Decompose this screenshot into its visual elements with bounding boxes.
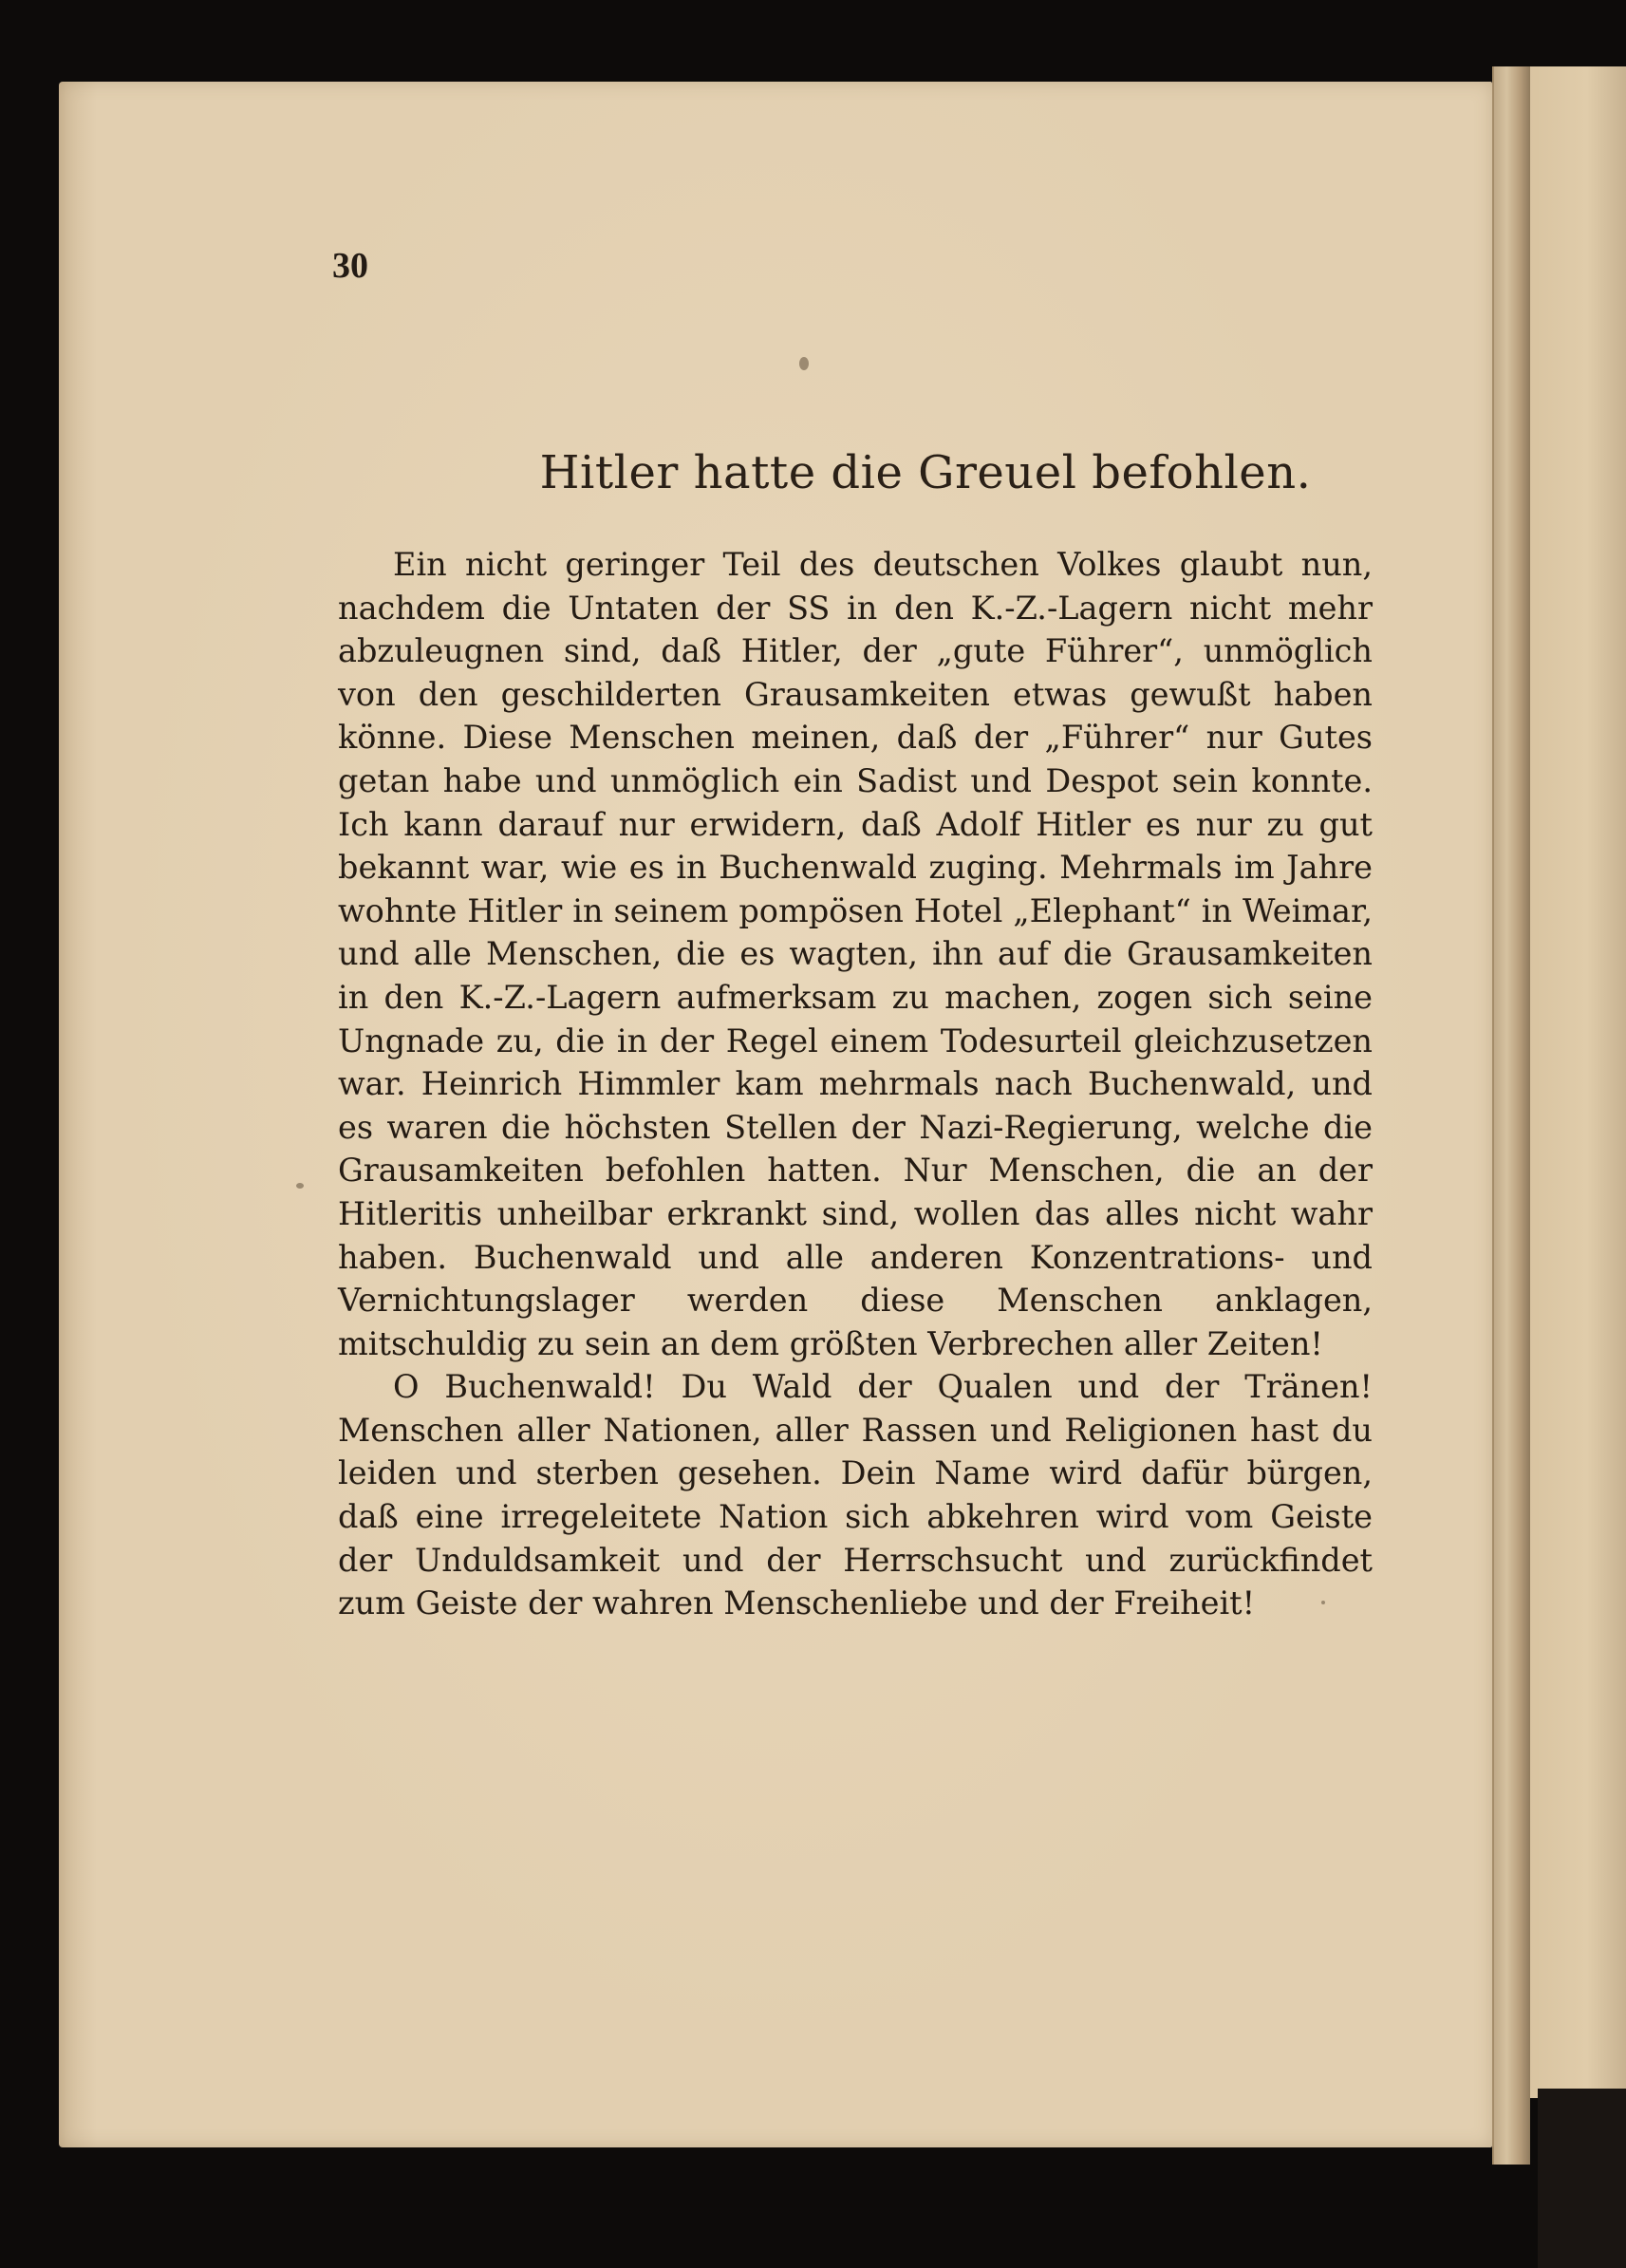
next-page-edge (1528, 66, 1626, 2098)
paper-speck (799, 357, 809, 370)
paragraph: Ein nicht geringer Teil des deutschen Volkes glaubt nun, nachdem die Untaten der SS in den K.-Z.-Lagern nicht mehr abzuleugnen sind, daß Hitler, der „gute Führer“, unmöglich von den geschilderten Grausamkeiten etwas gewußt haben könne. Diese Menschen meinen, daß der „Führer“ nur Gutes getan habe und unmöglich ein Sadist und Despot sein konnte. Ich kann darauf nur erwidern, daß Adolf Hitler es nur zu gut bekannt war, wie es in Buchenwald zuging. Mehrmals im Jahre wohnte Hitler in seinem pompösen Hotel „Elephant“ in Weimar, und alle Menschen, die es wagten, ihn auf die Grausamkeiten in den K.-Z.-Lagern aufmerksam zu machen, zogen sich seine Ungnade zu, die in der Regel einem Todesurteil gleichzusetzen war. Heinrich Himmler kam mehrmals nach Buchenwald, und es waren die höchsten Stellen der Nazi-Regierung, welche die Grausamkeiten befohlen hatten. Nur Menschen, die an der Hitleritis unheilbar erkrankt sind, wollen das alles nicht wahr haben. Buchenwald und alle anderen Konzentrations- und Vernichtungslager werden diese Menschen anklagen, mitschuldig zu sein an dem größten Verbrechen aller Zeiten! (338, 546, 1373, 1362)
binding-shadow (1538, 2089, 1626, 2268)
paper-speck (296, 1183, 304, 1189)
page-number: 30 (332, 246, 368, 286)
paragraph: O Buchenwald! Du Wald der Qualen und der Tränen! Menschen aller Nationen, aller Rassen und Religionen hast du leiden und sterben gesehen. Dein Name wird dafür bürgen, daß eine irregeleitete Nation sich abkehren wird vom Geiste der Unduldsamkeit und der Herrschsucht und zurückfindet zum Geiste der wahren Menschenliebe und der Freiheit! (338, 1368, 1373, 1622)
chapter-title: Hitler hatte die Greuel befohlen. (539, 446, 1312, 499)
page-stack-edge (1492, 66, 1530, 2165)
body-text (338, 543, 1373, 1625)
